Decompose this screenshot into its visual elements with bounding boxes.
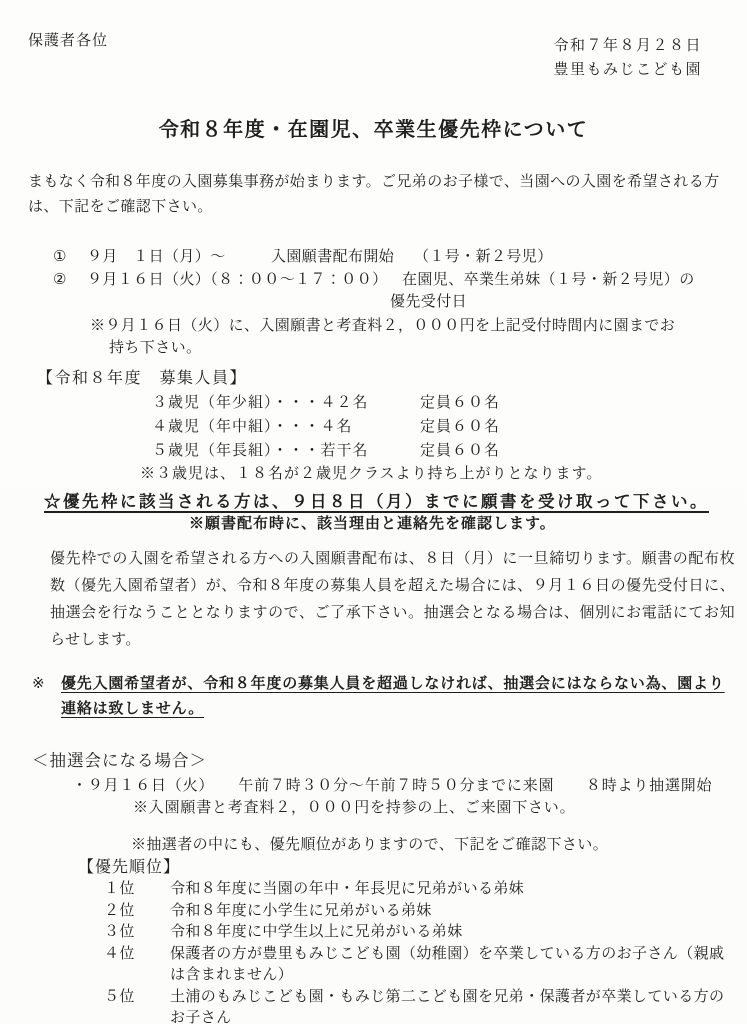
priority-subnote: ※願書配布時に、該当理由と連絡先を確認します。: [189, 516, 556, 532]
recruitment-note: ※３歳児は、１８名が２歳児クラスより持ち上がりとなります。: [140, 466, 603, 482]
priority-headline: ☆優先枠に該当される方は、９日８日（月）までに願書を受け取って下さい。: [44, 492, 709, 511]
priority-order-item: [0, 922, 747, 944]
lottery-schedule-line: ・９月１６日（火） 午前７時３０分～午前７時５０分までに来園 ８時より抽選開始: [72, 778, 713, 794]
priority-text: 令和８年度に小学生に兄弟がいる弟妹: [170, 902, 432, 919]
priority-rank: １位: [104, 881, 135, 897]
header-right-block: [553, 34, 702, 82]
priority-text: 令和８年度に当園の年中・年長児に兄弟がいる弟妹: [170, 881, 525, 897]
document-date: 令和７年８月２８日: [553, 38, 702, 54]
recruitment-row: [0, 439, 747, 463]
priority-order-item: [0, 987, 747, 1024]
circled-1-marker: ①: [53, 249, 67, 265]
priority-order-item: [0, 944, 747, 987]
lottery-bring-note: ※入園願書と考査料２，０００円を持参の上、ご来園下さい。: [133, 800, 576, 816]
lottery-section: [0, 748, 747, 856]
circled-2-marker: ②: [53, 272, 67, 288]
recruitment-heading: 【令和８年度 募集人員】: [37, 370, 248, 387]
recruitment-grade: ３歳児（年少組）・・・４２名: [152, 395, 369, 411]
priority-order-section: [0, 856, 747, 1024]
priority-order-item: [0, 879, 747, 901]
schedule-item-2-continuation: 優先受付日: [390, 294, 468, 310]
no-lottery-note: [0, 672, 747, 722]
intro-paragraph: まもなく令和８年度の入園募集事務が始まります。ご兄弟のお子様で、当園への入園を希望される方は、下記をご確認下さい。: [28, 174, 720, 215]
lottery-order-note: ※抽選者の中にも、優先順位がありますので、下記をご確認下さい。: [131, 837, 609, 853]
priority-rank: ２位: [104, 902, 135, 919]
recruitment-grade: ４歳児（年中組）・・・４名: [152, 419, 353, 435]
document-title: 令和８年度・在園児、卒業生優先枠について: [158, 119, 589, 141]
recruitment-capacity: 定員６０名: [420, 419, 501, 435]
priority-text: 保護者の方が豊里もみじこども園（幼稚園）を卒業している方のお子さん（親戚は含まれません）: [170, 945, 725, 983]
priority-text: 令和８年度に中学生以上に兄弟がいる弟妹: [170, 924, 463, 940]
recruitment-row: [0, 391, 747, 415]
schedule-item-2-event: 在園児、卒業生弟妹（１号・新２号児）の: [402, 272, 695, 288]
document-header: [0, 26, 747, 82]
recruitment-row: [0, 415, 747, 439]
priority-order-item: [0, 901, 747, 923]
schedule-section: [0, 246, 747, 359]
priority-order-heading: 【優先順位】: [78, 859, 181, 876]
no-lottery-text: 優先入園希望者が、令和８年度の募集人員を超過しなければ、抽選会にはならない為、園より連絡は致しません。: [61, 676, 725, 717]
recruitment-capacity: 定員６０名: [420, 443, 501, 459]
schedule-item-1-event: 入園願書配布開始: [271, 249, 395, 265]
priority-text: 土浦のもみじこども園・もみじ第二こども園を兄弟・保護者が卒業している方のお子さん: [170, 988, 725, 1024]
organization-name: 豊里もみじこども園: [553, 62, 702, 78]
fee-note: ※９月１６日（火）に、入園願書と考査料２，０００円を上記受付時間内に園までお持ち下さい。: [90, 318, 676, 356]
recruitment-capacity: 定員６０名: [420, 395, 501, 411]
salutation: 保護者各位: [28, 33, 109, 49]
schedule-item-1-date: ９月 １日（月）～: [87, 249, 226, 265]
schedule-item-2-date: ９月１６日（火）（８：００～１７：００）: [87, 272, 388, 288]
lottery-heading: ＜抽選会になる場合＞: [32, 751, 207, 770]
priority-rank: ４位: [104, 945, 135, 962]
reference-mark: ※: [32, 676, 45, 692]
priority-rank: ３位: [104, 924, 135, 940]
recruitment-section: [0, 367, 747, 484]
schedule-item-1-note: （１号・新２号児）: [414, 249, 553, 265]
priority-rank: ５位: [104, 988, 135, 1005]
schedule-item-1: [0, 246, 747, 269]
distribution-paragraph: 優先枠での入園を希望される方への入園願書配布は、８日（月）に一旦締切ります。願書の配布枚数（優先入園希望者）が、令和８年度の募集人員を超えた場合には、９月１６日の優先受付日に、抽選会を行なうこととなりますので、ご了承下さい。抽選会となる場合は、個別にお電話にてお知らせします。: [50, 551, 735, 648]
recruitment-grade: ５歳児（年長組）・・・若干名: [152, 443, 369, 459]
schedule-item-2: [0, 269, 747, 292]
